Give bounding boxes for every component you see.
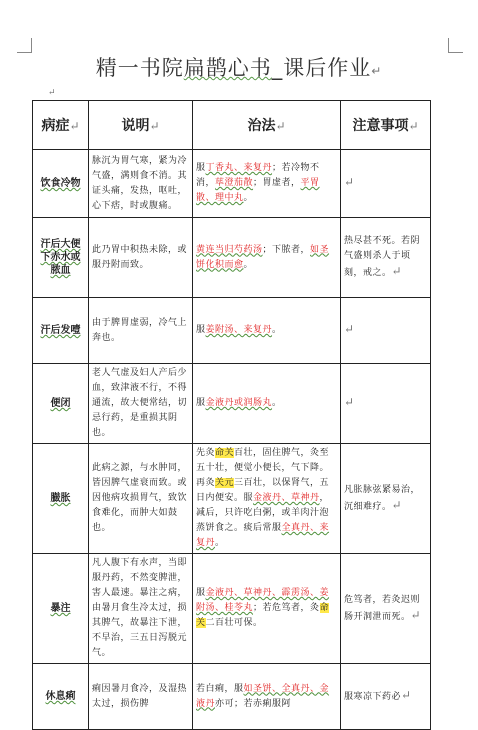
table-row bbox=[33, 150, 431, 218]
paragraph-mark-icon: ↵ bbox=[410, 607, 422, 622]
treatment-method bbox=[193, 554, 341, 664]
title-prefix: 精一书院 bbox=[95, 56, 184, 80]
treatment-segment: 。 bbox=[272, 325, 282, 335]
treatment-segment: 三百壮，以保肾气，五日内便安。服 bbox=[196, 478, 330, 503]
treatment-segment: 亦可；若赤痢服阿 bbox=[215, 698, 292, 709]
disease-description: 老人气虚及妇人产后少血，致津液不行，不得通流，故大便常结，切忌行药，是重损其阴也。 bbox=[89, 364, 193, 444]
disease-name: 暴注 bbox=[33, 554, 89, 664]
table-row bbox=[33, 218, 431, 298]
treatment-segment: 。 bbox=[243, 193, 254, 203]
treatment-notes: 服寒凉下药必↵ bbox=[341, 664, 431, 730]
treatment-segment: 服 bbox=[196, 588, 206, 598]
homework-table bbox=[32, 100, 431, 730]
paragraph-mark-icon: ↵ bbox=[48, 88, 56, 98]
treatment-segment: 命关 bbox=[196, 603, 330, 628]
treatment-segment: 丁香丸、来复丹 bbox=[205, 163, 273, 173]
treatment-method bbox=[193, 218, 341, 298]
treatment-segment: 荜澄茄散 bbox=[215, 178, 254, 188]
treatment-segment: 如圣饼、全真丹、金液丹 bbox=[196, 683, 330, 709]
header-disease: 病症↵ bbox=[33, 101, 89, 150]
page-corner-mark-right bbox=[448, 38, 463, 53]
treatment-segment: 金液丹、草神丹 bbox=[253, 493, 320, 503]
paragraph-mark-icon: ↵ bbox=[401, 688, 412, 702]
disease-name: 汗后发噎 bbox=[33, 298, 89, 364]
disease-name: 汗后大便下赤水或脓血 bbox=[33, 218, 89, 298]
title-book-name: 扁鹊心书 bbox=[183, 56, 272, 80]
paragraph-mark-icon: ↵ bbox=[391, 264, 403, 278]
treatment-method bbox=[193, 444, 341, 554]
treatment-segment: 黄连当归芍药汤 bbox=[196, 244, 263, 255]
disease-description: 痢因暑月食冷，及湿热太过，损伤脾 bbox=[89, 664, 193, 730]
treatment-segment: 命关 bbox=[215, 448, 235, 458]
disease-description: 由于脾胃虚弱，冷气上奔也。 bbox=[89, 298, 193, 364]
table-header-row bbox=[33, 101, 431, 150]
treatment-segment: ；若危笃者，灸 bbox=[253, 603, 320, 613]
treatment-method bbox=[193, 150, 341, 218]
table-row bbox=[33, 364, 431, 444]
header-description: 说明↵ bbox=[89, 101, 193, 150]
treatment-segment: 金液丹或润肠丸 bbox=[205, 398, 273, 408]
disease-name: 饮食冷物 bbox=[33, 150, 89, 218]
treatment-segment: 全真丹、来复丹 bbox=[196, 523, 330, 548]
treatment-notes: 热尽甚不死。若阴气盛则杀人于顷刻，戒之。↵ bbox=[341, 218, 431, 298]
treatment-segment: 。 bbox=[243, 259, 254, 270]
treatment-method bbox=[193, 364, 341, 444]
paragraph-mark-icon: ↵ bbox=[371, 64, 383, 78]
treatment-notes: 危笃者，若灸迟则肠开洞泄而死。↵ bbox=[341, 554, 431, 664]
treatment-segment: 百壮，固住脾气，灸至五十壮，便觉小便长，气下降。再灸 bbox=[196, 448, 330, 488]
header-treatment: 治法↵ bbox=[193, 101, 341, 150]
title-suffix: _课后作业 bbox=[271, 56, 372, 80]
treatment-segment: 服 bbox=[196, 325, 206, 335]
table-row bbox=[33, 664, 431, 730]
treatment-segment: ，减后，只许吃白粥，或羊肉汁泡蒸饼食之。痰后常服 bbox=[196, 493, 330, 533]
disease-description: 凡人腹下有水声，当即服丹药，不然变脾泄，害人最速。暴注之病，由暑月食生冷太过，损其脾气，故暴注下泄，不早治，三五日泻脱元气。 bbox=[89, 554, 193, 664]
treatment-segment: ；下脓者， bbox=[262, 244, 311, 255]
treatment-segment: ；若冷物不消， bbox=[196, 163, 320, 188]
treatment-segment: 如圣饼化积而愈 bbox=[196, 244, 330, 270]
paragraph-mark-icon: ↵ bbox=[391, 497, 403, 512]
treatment-segment: 若白痢，服 bbox=[196, 683, 244, 694]
treatment-segment: 服 bbox=[196, 398, 206, 408]
treatment-segment: 服 bbox=[196, 163, 206, 173]
table-row bbox=[33, 444, 431, 554]
page-corner-mark-left bbox=[17, 38, 32, 53]
disease-name: 臌胀 bbox=[33, 444, 89, 554]
treatment-segment: 。 bbox=[272, 398, 282, 408]
disease-description: 此乃胃中积热未除，或服丹附而致。 bbox=[89, 218, 193, 298]
treatment-notes bbox=[341, 150, 431, 218]
treatment-segment: 。 bbox=[215, 538, 225, 548]
document-title bbox=[0, 52, 478, 82]
treatment-segment: 二百壮可保。 bbox=[205, 618, 263, 628]
treatment-segment: 金液丹、草神丹、霹雳汤、姜附汤、桂苓丸 bbox=[196, 588, 330, 613]
disease-description: 脉沉为胃气寒，紧为冷气盛，满则食不消。其证头痛，发热，呕吐，心下痞，时或腹痛。 bbox=[89, 150, 193, 218]
treatment-notes bbox=[341, 364, 431, 444]
header-notes: 注意事项↵ bbox=[341, 101, 431, 150]
treatment-notes bbox=[341, 298, 431, 364]
treatment-segment: 姜附汤、来复丹 bbox=[205, 325, 273, 335]
disease-description: 此病之源，与水肿同，皆因脾气虚衰而致。或因他病攻损胃气，致饮食难化，而肿大如鼓也。 bbox=[89, 444, 193, 554]
treatment-segment: 平胃散、理中丸 bbox=[196, 178, 320, 203]
treatment-method bbox=[193, 298, 341, 364]
treatment-segment: 先灸 bbox=[196, 448, 216, 458]
disease-name: 休息痢 bbox=[33, 664, 89, 730]
table-row bbox=[33, 554, 431, 664]
treatment-method bbox=[193, 664, 341, 730]
table-row bbox=[33, 298, 431, 364]
treatment-segment: 关元 bbox=[215, 478, 235, 488]
paragraph-mark-icon: ↵ bbox=[344, 395, 355, 409]
paragraph-mark-icon: ↵ bbox=[344, 175, 355, 189]
disease-name: 便闭 bbox=[33, 364, 89, 444]
paragraph-mark-icon: ↵ bbox=[344, 322, 355, 336]
treatment-notes: 凡胀脉弦紧易治，沉细难疗。↵ bbox=[341, 444, 431, 554]
treatment-segment: ；胃虚者， bbox=[253, 178, 301, 188]
